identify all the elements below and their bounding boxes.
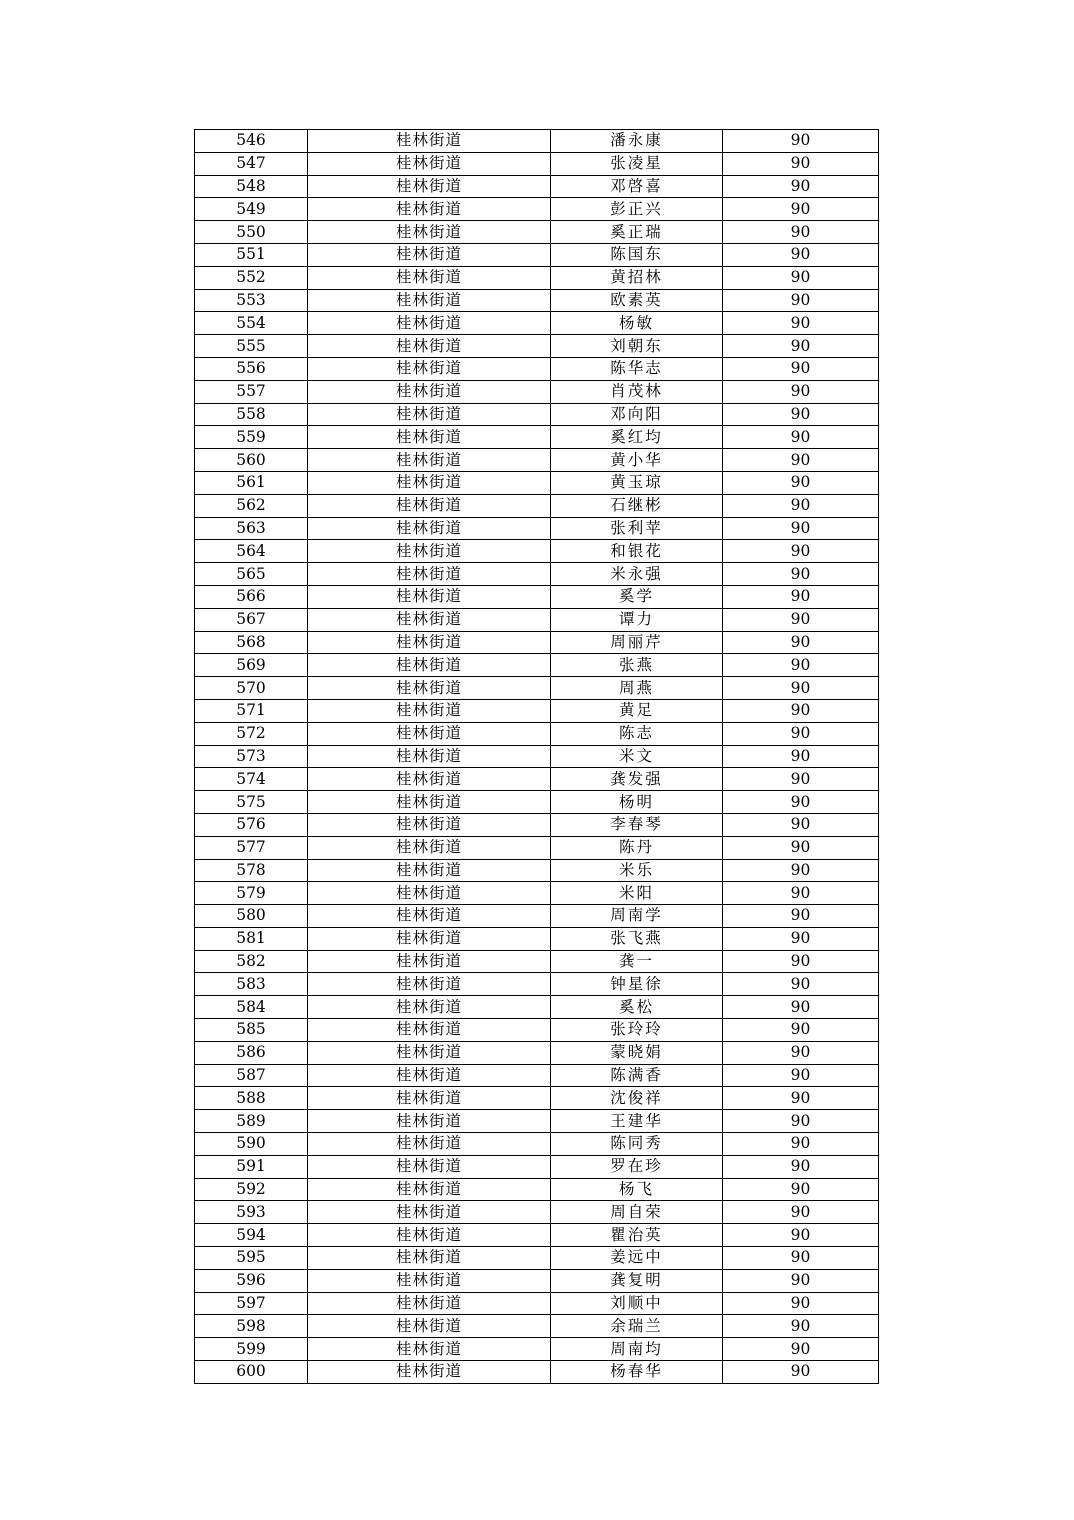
row-number-cell: 588 <box>195 1087 308 1110</box>
score-cell: 90 <box>723 631 879 654</box>
street-cell: 桂林街道 <box>308 1133 551 1156</box>
table-row <box>195 1338 879 1361</box>
street-cell: 桂林街道 <box>308 357 551 380</box>
person-name-cell: 钟星徐 <box>551 973 723 996</box>
street-cell: 桂林街道 <box>308 1087 551 1110</box>
score-cell: 90 <box>723 335 879 358</box>
street-cell: 桂林街道 <box>308 221 551 244</box>
table-row <box>195 677 879 700</box>
person-name-cell: 张玲玲 <box>551 1019 723 1042</box>
table-row <box>195 175 879 198</box>
street-cell: 桂林街道 <box>308 403 551 426</box>
score-cell: 90 <box>723 927 879 950</box>
score-cell: 90 <box>723 1110 879 1133</box>
row-number-cell: 565 <box>195 563 308 586</box>
person-name-cell: 奚红均 <box>551 426 723 449</box>
person-name-cell: 黄足 <box>551 699 723 722</box>
row-number-cell: 586 <box>195 1041 308 1064</box>
person-name-cell: 陈国东 <box>551 243 723 266</box>
score-cell: 90 <box>723 882 879 905</box>
row-number-cell: 554 <box>195 312 308 335</box>
table-row <box>195 130 879 153</box>
row-number-cell: 594 <box>195 1224 308 1247</box>
street-cell: 桂林街道 <box>308 175 551 198</box>
row-number-cell: 561 <box>195 471 308 494</box>
street-cell: 桂林街道 <box>308 1315 551 1338</box>
row-number-cell: 599 <box>195 1338 308 1361</box>
person-name-cell: 周自荣 <box>551 1201 723 1224</box>
score-cell: 90 <box>723 471 879 494</box>
score-cell: 90 <box>723 221 879 244</box>
row-number-cell: 562 <box>195 494 308 517</box>
row-number-cell: 555 <box>195 335 308 358</box>
row-number-cell: 546 <box>195 130 308 153</box>
street-cell: 桂林街道 <box>308 882 551 905</box>
person-name-cell: 周燕 <box>551 677 723 700</box>
street-cell: 桂林街道 <box>308 380 551 403</box>
score-cell: 90 <box>723 449 879 472</box>
table-row <box>195 608 879 631</box>
score-cell: 90 <box>723 266 879 289</box>
person-name-cell: 刘顺中 <box>551 1292 723 1315</box>
person-name-cell: 周南学 <box>551 905 723 928</box>
score-cell: 90 <box>723 1361 879 1384</box>
table-row <box>195 152 879 175</box>
table-row <box>195 654 879 677</box>
street-cell: 桂林街道 <box>308 768 551 791</box>
street-cell: 桂林街道 <box>308 494 551 517</box>
table-row <box>195 335 879 358</box>
table-body <box>195 130 879 1384</box>
row-number-cell: 570 <box>195 677 308 700</box>
table-row <box>195 517 879 540</box>
row-number-cell: 598 <box>195 1315 308 1338</box>
row-number-cell: 558 <box>195 403 308 426</box>
score-cell: 90 <box>723 1315 879 1338</box>
score-cell: 90 <box>723 357 879 380</box>
person-name-cell: 周丽芹 <box>551 631 723 654</box>
score-cell: 90 <box>723 791 879 814</box>
row-number-cell: 580 <box>195 905 308 928</box>
score-cell: 90 <box>723 243 879 266</box>
score-cell: 90 <box>723 1087 879 1110</box>
table-row <box>195 836 879 859</box>
table-row <box>195 380 879 403</box>
table-row <box>195 449 879 472</box>
person-name-cell: 潘永康 <box>551 130 723 153</box>
score-cell: 90 <box>723 426 879 449</box>
table-row <box>195 540 879 563</box>
street-cell: 桂林街道 <box>308 927 551 950</box>
row-number-cell: 574 <box>195 768 308 791</box>
person-name-cell: 米文 <box>551 745 723 768</box>
row-number-cell: 573 <box>195 745 308 768</box>
person-name-cell: 刘朝东 <box>551 335 723 358</box>
street-cell: 桂林街道 <box>308 836 551 859</box>
person-name-cell: 谭力 <box>551 608 723 631</box>
street-cell: 桂林街道 <box>308 722 551 745</box>
person-name-cell: 黄小华 <box>551 449 723 472</box>
person-name-cell: 龚一 <box>551 950 723 973</box>
street-cell: 桂林街道 <box>308 563 551 586</box>
score-cell: 90 <box>723 1292 879 1315</box>
table-row <box>195 1041 879 1064</box>
person-name-cell: 肖茂林 <box>551 380 723 403</box>
score-cell: 90 <box>723 836 879 859</box>
score-cell: 90 <box>723 905 879 928</box>
row-number-cell: 559 <box>195 426 308 449</box>
street-cell: 桂林街道 <box>308 1201 551 1224</box>
person-name-cell: 邓向阳 <box>551 403 723 426</box>
person-name-cell: 周南均 <box>551 1338 723 1361</box>
score-cell: 90 <box>723 1247 879 1270</box>
person-name-cell: 陈志 <box>551 722 723 745</box>
table-row <box>195 289 879 312</box>
person-name-cell: 蒙晓娟 <box>551 1041 723 1064</box>
street-cell: 桂林街道 <box>308 1155 551 1178</box>
street-cell: 桂林街道 <box>308 1224 551 1247</box>
person-name-cell: 黄招林 <box>551 266 723 289</box>
street-cell: 桂林街道 <box>308 905 551 928</box>
row-number-cell: 563 <box>195 517 308 540</box>
row-number-cell: 595 <box>195 1247 308 1270</box>
row-number-cell: 584 <box>195 996 308 1019</box>
street-cell: 桂林街道 <box>308 996 551 1019</box>
score-cell: 90 <box>723 722 879 745</box>
person-name-cell: 李春琴 <box>551 813 723 836</box>
score-cell: 90 <box>723 1133 879 1156</box>
row-number-cell: 549 <box>195 198 308 221</box>
street-cell: 桂林街道 <box>308 152 551 175</box>
table-row <box>195 1155 879 1178</box>
row-number-cell: 557 <box>195 380 308 403</box>
street-cell: 桂林街道 <box>308 677 551 700</box>
score-cell: 90 <box>723 563 879 586</box>
row-number-cell: 550 <box>195 221 308 244</box>
score-cell: 90 <box>723 1064 879 1087</box>
person-name-cell: 张飞燕 <box>551 927 723 950</box>
person-name-cell: 张燕 <box>551 654 723 677</box>
person-name-cell: 杨明 <box>551 791 723 814</box>
table-row <box>195 1064 879 1087</box>
street-cell: 桂林街道 <box>308 791 551 814</box>
person-name-cell: 奚学 <box>551 585 723 608</box>
table-row <box>195 1224 879 1247</box>
person-name-cell: 奚正瑞 <box>551 221 723 244</box>
street-cell: 桂林街道 <box>308 654 551 677</box>
person-name-cell: 杨敏 <box>551 312 723 335</box>
row-number-cell: 547 <box>195 152 308 175</box>
person-name-cell: 和银花 <box>551 540 723 563</box>
street-cell: 桂林街道 <box>308 745 551 768</box>
person-name-cell: 龚复明 <box>551 1269 723 1292</box>
table-row <box>195 266 879 289</box>
street-cell: 桂林街道 <box>308 243 551 266</box>
street-cell: 桂林街道 <box>308 289 551 312</box>
person-name-cell: 姜远中 <box>551 1247 723 1270</box>
table-row <box>195 1087 879 1110</box>
street-cell: 桂林街道 <box>308 1338 551 1361</box>
table-row <box>195 1315 879 1338</box>
score-cell: 90 <box>723 859 879 882</box>
row-number-cell: 575 <box>195 791 308 814</box>
row-number-cell: 566 <box>195 585 308 608</box>
row-number-cell: 553 <box>195 289 308 312</box>
score-cell: 90 <box>723 198 879 221</box>
street-cell: 桂林街道 <box>308 631 551 654</box>
row-number-cell: 556 <box>195 357 308 380</box>
row-number-cell: 576 <box>195 813 308 836</box>
street-cell: 桂林街道 <box>308 449 551 472</box>
row-number-cell: 585 <box>195 1019 308 1042</box>
score-cell: 90 <box>723 699 879 722</box>
row-number-cell: 579 <box>195 882 308 905</box>
row-number-cell: 589 <box>195 1110 308 1133</box>
table-row <box>195 426 879 449</box>
person-name-cell: 石继彬 <box>551 494 723 517</box>
score-cell: 90 <box>723 1041 879 1064</box>
score-cell: 90 <box>723 973 879 996</box>
row-number-cell: 551 <box>195 243 308 266</box>
row-number-cell: 582 <box>195 950 308 973</box>
table-row <box>195 1201 879 1224</box>
table-row <box>195 198 879 221</box>
table-row <box>195 996 879 1019</box>
table-row <box>195 905 879 928</box>
table-row <box>195 494 879 517</box>
score-cell: 90 <box>723 608 879 631</box>
person-name-cell: 龚发强 <box>551 768 723 791</box>
street-cell: 桂林街道 <box>308 426 551 449</box>
row-number-cell: 591 <box>195 1155 308 1178</box>
score-cell: 90 <box>723 494 879 517</box>
street-cell: 桂林街道 <box>308 973 551 996</box>
table-row <box>195 699 879 722</box>
table-row <box>195 1292 879 1315</box>
person-name-cell: 米乐 <box>551 859 723 882</box>
score-cell: 90 <box>723 813 879 836</box>
score-cell: 90 <box>723 517 879 540</box>
person-name-cell: 杨春华 <box>551 1361 723 1384</box>
score-cell: 90 <box>723 175 879 198</box>
person-name-cell: 黄玉琼 <box>551 471 723 494</box>
row-number-cell: 569 <box>195 654 308 677</box>
row-number-cell: 572 <box>195 722 308 745</box>
street-cell: 桂林街道 <box>308 266 551 289</box>
score-cell: 90 <box>723 540 879 563</box>
person-name-cell: 陈丹 <box>551 836 723 859</box>
person-name-cell: 沈俊祥 <box>551 1087 723 1110</box>
score-cell: 90 <box>723 403 879 426</box>
table-row <box>195 563 879 586</box>
street-cell: 桂林街道 <box>308 1110 551 1133</box>
score-cell: 90 <box>723 1178 879 1201</box>
table-row <box>195 1361 879 1384</box>
person-name-cell: 奚松 <box>551 996 723 1019</box>
table-row <box>195 882 879 905</box>
street-cell: 桂林街道 <box>308 950 551 973</box>
person-name-cell: 米阳 <box>551 882 723 905</box>
person-name-cell: 罗在珍 <box>551 1155 723 1178</box>
table-row <box>195 745 879 768</box>
table-row <box>195 312 879 335</box>
person-name-cell: 陈同秀 <box>551 1133 723 1156</box>
table-row <box>195 243 879 266</box>
person-name-cell: 陈满香 <box>551 1064 723 1087</box>
row-number-cell: 571 <box>195 699 308 722</box>
table-row <box>195 722 879 745</box>
table-row <box>195 859 879 882</box>
street-cell: 桂林街道 <box>308 608 551 631</box>
person-name-cell: 瞿治英 <box>551 1224 723 1247</box>
table-row <box>195 1178 879 1201</box>
table-row <box>195 791 879 814</box>
street-cell: 桂林街道 <box>308 699 551 722</box>
row-number-cell: 567 <box>195 608 308 631</box>
table-row <box>195 1269 879 1292</box>
table-row <box>195 950 879 973</box>
table-row <box>195 585 879 608</box>
score-cell: 90 <box>723 654 879 677</box>
street-cell: 桂林街道 <box>308 1041 551 1064</box>
street-cell: 桂林街道 <box>308 198 551 221</box>
person-name-cell: 米永强 <box>551 563 723 586</box>
row-number-cell: 590 <box>195 1133 308 1156</box>
street-cell: 桂林街道 <box>308 585 551 608</box>
person-name-cell: 张利苹 <box>551 517 723 540</box>
row-number-cell: 568 <box>195 631 308 654</box>
row-number-cell: 587 <box>195 1064 308 1087</box>
row-number-cell: 564 <box>195 540 308 563</box>
table-row <box>195 221 879 244</box>
row-number-cell: 560 <box>195 449 308 472</box>
row-number-cell: 578 <box>195 859 308 882</box>
person-name-cell: 欧素英 <box>551 289 723 312</box>
table-row <box>195 403 879 426</box>
street-cell: 桂林街道 <box>308 1019 551 1042</box>
row-number-cell: 597 <box>195 1292 308 1315</box>
person-name-cell: 彭正兴 <box>551 198 723 221</box>
score-cell: 90 <box>723 950 879 973</box>
score-cell: 90 <box>723 996 879 1019</box>
street-cell: 桂林街道 <box>308 1064 551 1087</box>
table-row <box>195 1247 879 1270</box>
table-row <box>195 1110 879 1133</box>
street-cell: 桂林街道 <box>308 1247 551 1270</box>
row-number-cell: 548 <box>195 175 308 198</box>
score-cell: 90 <box>723 152 879 175</box>
row-number-cell: 552 <box>195 266 308 289</box>
score-cell: 90 <box>723 768 879 791</box>
street-cell: 桂林街道 <box>308 1292 551 1315</box>
table-row <box>195 768 879 791</box>
row-number-cell: 592 <box>195 1178 308 1201</box>
street-cell: 桂林街道 <box>308 130 551 153</box>
street-cell: 桂林街道 <box>308 1361 551 1384</box>
table-row <box>195 813 879 836</box>
person-name-cell: 张凌星 <box>551 152 723 175</box>
score-cell: 90 <box>723 1019 879 1042</box>
score-cell: 90 <box>723 380 879 403</box>
table-row <box>195 1133 879 1156</box>
score-cell: 90 <box>723 745 879 768</box>
row-number-cell: 583 <box>195 973 308 996</box>
street-cell: 桂林街道 <box>308 517 551 540</box>
table-row <box>195 973 879 996</box>
person-name-cell: 余瑞兰 <box>551 1315 723 1338</box>
street-cell: 桂林街道 <box>308 859 551 882</box>
person-name-cell: 陈华志 <box>551 357 723 380</box>
row-number-cell: 577 <box>195 836 308 859</box>
row-number-cell: 600 <box>195 1361 308 1384</box>
score-cell: 90 <box>723 585 879 608</box>
score-cell: 90 <box>723 312 879 335</box>
street-cell: 桂林街道 <box>308 1178 551 1201</box>
score-cell: 90 <box>723 1269 879 1292</box>
table-row <box>195 1019 879 1042</box>
score-cell: 90 <box>723 1224 879 1247</box>
row-number-cell: 596 <box>195 1269 308 1292</box>
street-cell: 桂林街道 <box>308 471 551 494</box>
street-cell: 桂林街道 <box>308 813 551 836</box>
row-number-cell: 581 <box>195 927 308 950</box>
table-row <box>195 927 879 950</box>
person-name-cell: 杨飞 <box>551 1178 723 1201</box>
row-number-cell: 593 <box>195 1201 308 1224</box>
table-row <box>195 357 879 380</box>
score-cell: 90 <box>723 289 879 312</box>
street-cell: 桂林街道 <box>308 1269 551 1292</box>
table-row <box>195 631 879 654</box>
person-name-cell: 王建华 <box>551 1110 723 1133</box>
table-row <box>195 471 879 494</box>
score-cell: 90 <box>723 677 879 700</box>
score-cell: 90 <box>723 1338 879 1361</box>
street-cell: 桂林街道 <box>308 540 551 563</box>
street-cell: 桂林街道 <box>308 312 551 335</box>
data-table <box>194 129 879 1384</box>
street-cell: 桂林街道 <box>308 335 551 358</box>
score-cell: 90 <box>723 1155 879 1178</box>
score-cell: 90 <box>723 1201 879 1224</box>
person-name-cell: 邓啓喜 <box>551 175 723 198</box>
score-cell: 90 <box>723 130 879 153</box>
